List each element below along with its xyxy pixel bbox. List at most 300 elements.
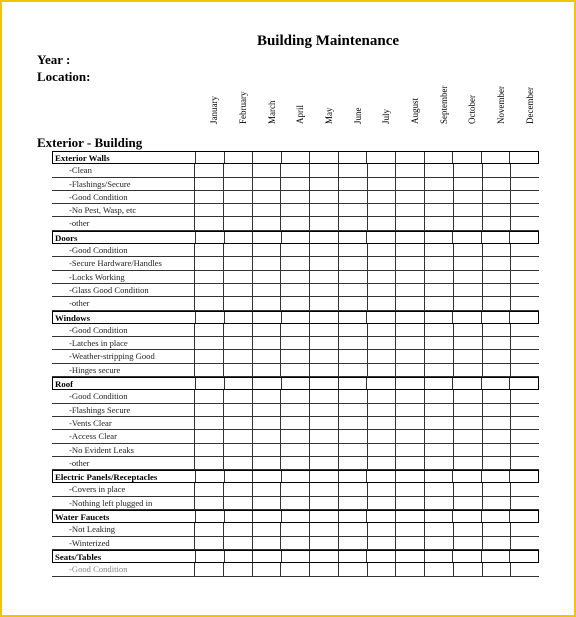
- check-cell[interactable]: [395, 271, 424, 283]
- check-cell[interactable]: [395, 257, 424, 269]
- check-cell[interactable]: [453, 430, 482, 442]
- check-cell[interactable]: [309, 404, 338, 416]
- check-cell[interactable]: [453, 350, 482, 362]
- check-cell[interactable]: [309, 430, 338, 442]
- check-cell[interactable]: [309, 217, 338, 229]
- check-cell[interactable]: [482, 563, 511, 575]
- check-cell[interactable]: [194, 297, 223, 309]
- check-cell[interactable]: [223, 563, 252, 575]
- check-cell[interactable]: [367, 364, 396, 376]
- check-cell[interactable]: [338, 511, 367, 522]
- check-cell[interactable]: [281, 312, 310, 323]
- check-cell[interactable]: [366, 471, 395, 482]
- check-cell[interactable]: [424, 191, 453, 203]
- check-cell[interactable]: [482, 191, 511, 203]
- check-cell[interactable]: [223, 457, 252, 469]
- check-cell[interactable]: [481, 511, 510, 522]
- check-cell[interactable]: [338, 350, 367, 362]
- check-cell[interactable]: [252, 244, 281, 256]
- check-cell[interactable]: [194, 364, 223, 376]
- check-cell[interactable]: [395, 164, 424, 176]
- check-cell[interactable]: [424, 364, 453, 376]
- check-cell[interactable]: [395, 152, 424, 163]
- check-cell[interactable]: [424, 271, 453, 283]
- check-cell[interactable]: [510, 284, 539, 296]
- check-cell[interactable]: [338, 257, 367, 269]
- check-cell[interactable]: [395, 324, 424, 336]
- check-cell[interactable]: [482, 204, 511, 216]
- check-cell[interactable]: [338, 417, 367, 429]
- check-cell[interactable]: [280, 444, 309, 456]
- check-cell[interactable]: [252, 511, 281, 522]
- check-cell[interactable]: [509, 511, 538, 522]
- check-cell[interactable]: [366, 152, 395, 163]
- check-cell[interactable]: [338, 523, 367, 535]
- check-cell[interactable]: [424, 511, 453, 522]
- check-cell[interactable]: [280, 563, 309, 575]
- check-cell[interactable]: [453, 284, 482, 296]
- check-cell[interactable]: [281, 551, 310, 562]
- check-cell[interactable]: [453, 417, 482, 429]
- check-cell[interactable]: [510, 537, 539, 549]
- check-cell[interactable]: [395, 563, 424, 575]
- check-cell[interactable]: [309, 364, 338, 376]
- check-cell[interactable]: [395, 537, 424, 549]
- check-cell[interactable]: [453, 390, 482, 402]
- check-cell[interactable]: [338, 430, 367, 442]
- check-cell[interactable]: [453, 164, 482, 176]
- check-cell[interactable]: [195, 378, 224, 389]
- check-cell[interactable]: [309, 471, 338, 482]
- check-cell[interactable]: [510, 244, 539, 256]
- check-cell[interactable]: [224, 511, 253, 522]
- check-cell[interactable]: [281, 152, 310, 163]
- check-cell[interactable]: [309, 417, 338, 429]
- check-cell[interactable]: [453, 178, 482, 190]
- check-cell[interactable]: [309, 511, 338, 522]
- check-cell[interactable]: [424, 563, 453, 575]
- check-cell[interactable]: [366, 378, 395, 389]
- check-cell[interactable]: [510, 417, 539, 429]
- check-cell[interactable]: [280, 164, 309, 176]
- check-cell[interactable]: [281, 378, 310, 389]
- check-cell[interactable]: [252, 457, 281, 469]
- check-cell[interactable]: [338, 232, 367, 243]
- check-cell[interactable]: [309, 271, 338, 283]
- check-cell[interactable]: [280, 430, 309, 442]
- check-cell[interactable]: [367, 390, 396, 402]
- check-cell[interactable]: [223, 297, 252, 309]
- check-cell[interactable]: [482, 337, 511, 349]
- check-cell[interactable]: [510, 191, 539, 203]
- check-cell[interactable]: [482, 364, 511, 376]
- check-cell[interactable]: [510, 324, 539, 336]
- check-cell[interactable]: [395, 350, 424, 362]
- check-cell[interactable]: [453, 244, 482, 256]
- check-cell[interactable]: [309, 257, 338, 269]
- check-cell[interactable]: [338, 297, 367, 309]
- check-cell[interactable]: [395, 284, 424, 296]
- check-cell[interactable]: [367, 563, 396, 575]
- check-cell[interactable]: [280, 324, 309, 336]
- check-cell[interactable]: [252, 551, 281, 562]
- check-cell[interactable]: [224, 551, 253, 562]
- check-cell[interactable]: [367, 217, 396, 229]
- check-cell[interactable]: [424, 444, 453, 456]
- check-cell[interactable]: [395, 244, 424, 256]
- check-cell[interactable]: [252, 417, 281, 429]
- check-cell[interactable]: [424, 312, 453, 323]
- check-cell[interactable]: [424, 497, 453, 509]
- check-cell[interactable]: [194, 497, 223, 509]
- check-cell[interactable]: [395, 523, 424, 535]
- check-cell[interactable]: [367, 417, 396, 429]
- check-cell[interactable]: [252, 284, 281, 296]
- check-cell[interactable]: [194, 537, 223, 549]
- check-cell[interactable]: [194, 444, 223, 456]
- check-cell[interactable]: [366, 232, 395, 243]
- check-cell[interactable]: [510, 404, 539, 416]
- check-cell[interactable]: [309, 297, 338, 309]
- check-cell[interactable]: [395, 364, 424, 376]
- check-cell[interactable]: [424, 337, 453, 349]
- check-cell[interactable]: [481, 551, 510, 562]
- check-cell[interactable]: [280, 337, 309, 349]
- check-cell[interactable]: [395, 337, 424, 349]
- check-cell[interactable]: [223, 284, 252, 296]
- check-cell[interactable]: [252, 257, 281, 269]
- check-cell[interactable]: [453, 364, 482, 376]
- check-cell[interactable]: [509, 551, 538, 562]
- check-cell[interactable]: [309, 178, 338, 190]
- check-cell[interactable]: [309, 284, 338, 296]
- check-cell[interactable]: [453, 537, 482, 549]
- check-cell[interactable]: [395, 417, 424, 429]
- check-cell[interactable]: [280, 364, 309, 376]
- check-cell[interactable]: [223, 350, 252, 362]
- check-cell[interactable]: [482, 244, 511, 256]
- check-cell[interactable]: [194, 337, 223, 349]
- check-cell[interactable]: [424, 244, 453, 256]
- check-cell[interactable]: [280, 204, 309, 216]
- check-cell[interactable]: [395, 483, 424, 495]
- check-cell[interactable]: [252, 404, 281, 416]
- check-cell[interactable]: [194, 244, 223, 256]
- check-cell[interactable]: [424, 457, 453, 469]
- check-cell[interactable]: [309, 537, 338, 549]
- check-cell[interactable]: [395, 390, 424, 402]
- check-cell[interactable]: [309, 337, 338, 349]
- check-cell[interactable]: [338, 471, 367, 482]
- check-cell[interactable]: [338, 337, 367, 349]
- check-cell[interactable]: [482, 257, 511, 269]
- check-cell[interactable]: [453, 204, 482, 216]
- check-cell[interactable]: [482, 390, 511, 402]
- check-cell[interactable]: [510, 457, 539, 469]
- check-cell[interactable]: [223, 191, 252, 203]
- check-cell[interactable]: [194, 284, 223, 296]
- check-cell[interactable]: [223, 217, 252, 229]
- check-cell[interactable]: [367, 297, 396, 309]
- check-cell[interactable]: [424, 430, 453, 442]
- check-cell[interactable]: [309, 483, 338, 495]
- check-cell[interactable]: [509, 471, 538, 482]
- check-cell[interactable]: [194, 404, 223, 416]
- check-cell[interactable]: [338, 404, 367, 416]
- check-cell[interactable]: [482, 324, 511, 336]
- check-cell[interactable]: [309, 204, 338, 216]
- check-cell[interactable]: [252, 430, 281, 442]
- check-cell[interactable]: [281, 232, 310, 243]
- check-cell[interactable]: [280, 244, 309, 256]
- check-cell[interactable]: [309, 444, 338, 456]
- check-cell[interactable]: [280, 350, 309, 362]
- check-cell[interactable]: [223, 404, 252, 416]
- check-cell[interactable]: [280, 191, 309, 203]
- check-cell[interactable]: [338, 390, 367, 402]
- check-cell[interactable]: [482, 457, 511, 469]
- check-cell[interactable]: [452, 471, 481, 482]
- check-cell[interactable]: [338, 551, 367, 562]
- check-cell[interactable]: [481, 471, 510, 482]
- check-cell[interactable]: [453, 191, 482, 203]
- check-cell[interactable]: [309, 551, 338, 562]
- check-cell[interactable]: [194, 324, 223, 336]
- check-cell[interactable]: [309, 164, 338, 176]
- check-cell[interactable]: [482, 271, 511, 283]
- check-cell[interactable]: [194, 178, 223, 190]
- check-cell[interactable]: [194, 390, 223, 402]
- check-cell[interactable]: [338, 324, 367, 336]
- check-cell[interactable]: [366, 511, 395, 522]
- check-cell[interactable]: [453, 444, 482, 456]
- check-cell[interactable]: [338, 457, 367, 469]
- check-cell[interactable]: [280, 483, 309, 495]
- check-cell[interactable]: [252, 483, 281, 495]
- check-cell[interactable]: [280, 178, 309, 190]
- check-cell[interactable]: [510, 563, 539, 575]
- check-cell[interactable]: [252, 271, 281, 283]
- check-cell[interactable]: [309, 457, 338, 469]
- check-cell[interactable]: [482, 164, 511, 176]
- check-cell[interactable]: [309, 232, 338, 243]
- check-cell[interactable]: [194, 483, 223, 495]
- check-cell[interactable]: [482, 523, 511, 535]
- check-cell[interactable]: [395, 497, 424, 509]
- check-cell[interactable]: [194, 523, 223, 535]
- check-cell[interactable]: [481, 312, 510, 323]
- check-cell[interactable]: [482, 497, 511, 509]
- check-cell[interactable]: [395, 471, 424, 482]
- check-cell[interactable]: [367, 178, 396, 190]
- check-cell[interactable]: [395, 232, 424, 243]
- check-cell[interactable]: [224, 152, 253, 163]
- check-cell[interactable]: [366, 312, 395, 323]
- check-cell[interactable]: [452, 551, 481, 562]
- check-cell[interactable]: [252, 390, 281, 402]
- check-cell[interactable]: [367, 444, 396, 456]
- check-cell[interactable]: [195, 471, 224, 482]
- check-cell[interactable]: [510, 430, 539, 442]
- check-cell[interactable]: [510, 444, 539, 456]
- check-cell[interactable]: [194, 257, 223, 269]
- check-cell[interactable]: [424, 178, 453, 190]
- check-cell[interactable]: [195, 551, 224, 562]
- check-cell[interactable]: [309, 390, 338, 402]
- check-cell[interactable]: [481, 232, 510, 243]
- check-cell[interactable]: [395, 378, 424, 389]
- check-cell[interactable]: [482, 417, 511, 429]
- check-cell[interactable]: [510, 350, 539, 362]
- check-cell[interactable]: [309, 191, 338, 203]
- check-cell[interactable]: [510, 483, 539, 495]
- check-cell[interactable]: [280, 257, 309, 269]
- check-cell[interactable]: [367, 430, 396, 442]
- check-cell[interactable]: [367, 324, 396, 336]
- check-cell[interactable]: [223, 337, 252, 349]
- check-cell[interactable]: [280, 297, 309, 309]
- check-cell[interactable]: [424, 551, 453, 562]
- check-cell[interactable]: [452, 312, 481, 323]
- check-cell[interactable]: [482, 297, 511, 309]
- check-cell[interactable]: [510, 217, 539, 229]
- check-cell[interactable]: [252, 191, 281, 203]
- check-cell[interactable]: [482, 284, 511, 296]
- check-cell[interactable]: [223, 523, 252, 535]
- check-cell[interactable]: [338, 271, 367, 283]
- check-cell[interactable]: [252, 350, 281, 362]
- check-cell[interactable]: [395, 444, 424, 456]
- check-cell[interactable]: [395, 191, 424, 203]
- check-cell[interactable]: [367, 537, 396, 549]
- check-cell[interactable]: [338, 217, 367, 229]
- check-cell[interactable]: [309, 152, 338, 163]
- check-cell[interactable]: [194, 430, 223, 442]
- check-cell[interactable]: [338, 563, 367, 575]
- check-cell[interactable]: [252, 178, 281, 190]
- check-cell[interactable]: [252, 297, 281, 309]
- check-cell[interactable]: [482, 217, 511, 229]
- check-cell[interactable]: [453, 563, 482, 575]
- check-cell[interactable]: [252, 217, 281, 229]
- check-cell[interactable]: [424, 350, 453, 362]
- check-cell[interactable]: [424, 152, 453, 163]
- check-cell[interactable]: [395, 297, 424, 309]
- check-cell[interactable]: [281, 511, 310, 522]
- check-cell[interactable]: [338, 284, 367, 296]
- check-cell[interactable]: [510, 164, 539, 176]
- check-cell[interactable]: [280, 537, 309, 549]
- check-cell[interactable]: [424, 404, 453, 416]
- check-cell[interactable]: [395, 404, 424, 416]
- check-cell[interactable]: [223, 537, 252, 549]
- check-cell[interactable]: [338, 483, 367, 495]
- check-cell[interactable]: [453, 217, 482, 229]
- check-cell[interactable]: [452, 378, 481, 389]
- check-cell[interactable]: [367, 350, 396, 362]
- check-cell[interactable]: [453, 271, 482, 283]
- check-cell[interactable]: [252, 563, 281, 575]
- check-cell[interactable]: [223, 271, 252, 283]
- check-cell[interactable]: [223, 204, 252, 216]
- check-cell[interactable]: [338, 178, 367, 190]
- check-cell[interactable]: [223, 497, 252, 509]
- check-cell[interactable]: [424, 471, 453, 482]
- check-cell[interactable]: [367, 164, 396, 176]
- check-cell[interactable]: [424, 297, 453, 309]
- check-cell[interactable]: [452, 232, 481, 243]
- check-cell[interactable]: [338, 497, 367, 509]
- check-cell[interactable]: [482, 404, 511, 416]
- check-cell[interactable]: [366, 551, 395, 562]
- check-cell[interactable]: [252, 364, 281, 376]
- check-cell[interactable]: [309, 312, 338, 323]
- check-cell[interactable]: [453, 257, 482, 269]
- check-cell[interactable]: [194, 350, 223, 362]
- check-cell[interactable]: [481, 378, 510, 389]
- check-cell[interactable]: [482, 430, 511, 442]
- check-cell[interactable]: [424, 217, 453, 229]
- check-cell[interactable]: [252, 378, 281, 389]
- check-cell[interactable]: [453, 404, 482, 416]
- check-cell[interactable]: [223, 390, 252, 402]
- check-cell[interactable]: [252, 232, 281, 243]
- check-cell[interactable]: [309, 244, 338, 256]
- check-cell[interactable]: [367, 271, 396, 283]
- check-cell[interactable]: [510, 523, 539, 535]
- check-cell[interactable]: [195, 152, 224, 163]
- check-cell[interactable]: [194, 417, 223, 429]
- check-cell[interactable]: [338, 152, 367, 163]
- check-cell[interactable]: [338, 164, 367, 176]
- check-cell[interactable]: [424, 483, 453, 495]
- check-cell[interactable]: [453, 497, 482, 509]
- check-cell[interactable]: [338, 444, 367, 456]
- check-cell[interactable]: [223, 324, 252, 336]
- check-cell[interactable]: [395, 178, 424, 190]
- check-cell[interactable]: [338, 537, 367, 549]
- check-cell[interactable]: [280, 523, 309, 535]
- check-cell[interactable]: [223, 364, 252, 376]
- check-cell[interactable]: [194, 191, 223, 203]
- check-cell[interactable]: [194, 217, 223, 229]
- check-cell[interactable]: [424, 378, 453, 389]
- check-cell[interactable]: [509, 312, 538, 323]
- check-cell[interactable]: [424, 284, 453, 296]
- check-cell[interactable]: [482, 350, 511, 362]
- check-cell[interactable]: [309, 523, 338, 535]
- check-cell[interactable]: [309, 324, 338, 336]
- check-cell[interactable]: [452, 511, 481, 522]
- check-cell[interactable]: [194, 164, 223, 176]
- check-cell[interactable]: [510, 178, 539, 190]
- check-cell[interactable]: [252, 324, 281, 336]
- check-cell[interactable]: [395, 511, 424, 522]
- check-cell[interactable]: [224, 378, 253, 389]
- check-cell[interactable]: [194, 563, 223, 575]
- check-cell[interactable]: [395, 457, 424, 469]
- check-cell[interactable]: [252, 497, 281, 509]
- check-cell[interactable]: [223, 178, 252, 190]
- check-cell[interactable]: [395, 204, 424, 216]
- check-cell[interactable]: [481, 152, 510, 163]
- check-cell[interactable]: [224, 312, 253, 323]
- check-cell[interactable]: [510, 390, 539, 402]
- check-cell[interactable]: [424, 257, 453, 269]
- check-cell[interactable]: [452, 152, 481, 163]
- check-cell[interactable]: [509, 232, 538, 243]
- check-cell[interactable]: [395, 312, 424, 323]
